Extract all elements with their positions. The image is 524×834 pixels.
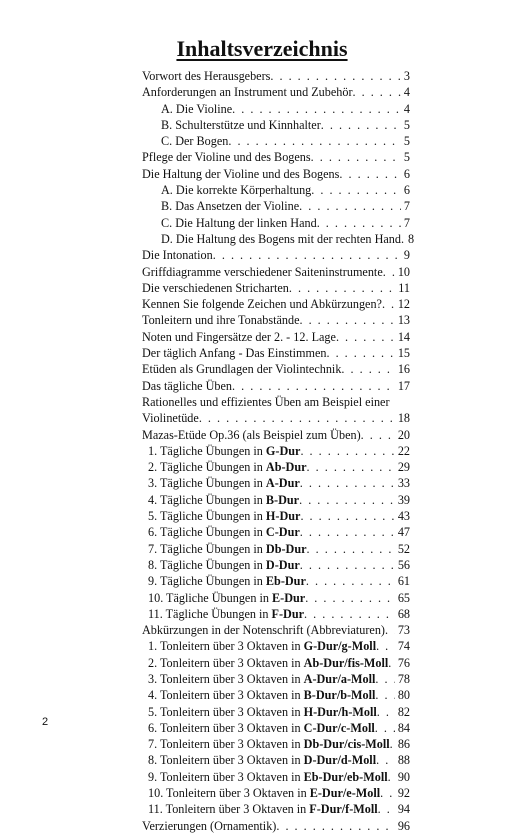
toc-entry xyxy=(142,182,410,198)
toc-entry-title: 10. Tägliche Übungen in E-Dur xyxy=(148,590,306,605)
toc-entry-page: 52 xyxy=(397,541,410,556)
toc-entry-key: Eb-Dur/eb-Moll xyxy=(303,769,388,784)
toc-entry-title: Vorwort des Herausgebers xyxy=(142,69,271,83)
toc-entry-title: Pflege der Violine und des Bogens xyxy=(142,150,311,165)
toc-entry xyxy=(142,557,410,573)
toc-entry xyxy=(142,280,410,296)
toc-entry-key: H-Dur/h-Moll xyxy=(303,704,377,719)
toc-entry-title: Mazas-Etüde Op.36 (als Beispiel zum Üben) xyxy=(142,427,361,442)
toc-entry xyxy=(142,215,410,231)
toc-entry-page: 94 xyxy=(397,802,410,817)
toc-entry-page: 6 xyxy=(403,166,410,181)
toc-entry xyxy=(142,720,410,736)
dot-leader xyxy=(317,215,401,231)
toc-entry-title: 5. Tägliche Übungen in H-Dur xyxy=(148,509,301,524)
dot-leader xyxy=(270,68,401,84)
toc-entry xyxy=(142,443,410,459)
toc-entry-page: 4 xyxy=(403,85,410,100)
toc-entry-title: 11. Tägliche Übungen in F-Dur xyxy=(148,606,305,621)
toc-entry-page: 18 xyxy=(397,411,410,426)
toc-entry-title: Das tägliche Üben xyxy=(142,378,233,393)
toc-entry-page: 3 xyxy=(403,69,410,83)
toc-entry xyxy=(142,590,410,606)
toc-entry xyxy=(142,149,410,165)
toc-entry xyxy=(142,606,410,622)
toc-entry xyxy=(142,736,410,752)
toc-entry-title: Kennen Sie folgende Zeichen und Abkürzungen? xyxy=(142,297,382,312)
toc-entry xyxy=(142,687,410,703)
toc-entry xyxy=(142,541,410,557)
toc-entry-title: Griffdiagramme verschiedener Saiteninstrumente xyxy=(142,264,383,279)
toc-entry xyxy=(142,378,410,394)
toc-entry-title: 4. Tonleitern über 3 Oktaven in B-Dur/b-Moll xyxy=(148,688,376,703)
toc-entry xyxy=(142,68,410,84)
dot-leader xyxy=(300,475,395,491)
dot-leader xyxy=(307,459,395,475)
toc-entry xyxy=(142,117,410,133)
toc-entry-title: 7. Tägliche Übungen in Db-Dur xyxy=(148,541,307,556)
toc-entry-title: 1. Tägliche Übungen in G-Dur xyxy=(148,443,301,458)
dot-leader xyxy=(306,573,395,589)
toc-entry-title: C. Die Haltung der linken Hand xyxy=(161,215,317,230)
dot-leader xyxy=(300,557,395,573)
toc-entry-page: 8 xyxy=(407,231,415,246)
toc-entry-page: 82 xyxy=(397,704,410,719)
toc-entry-key: Eb-Dur xyxy=(265,574,306,589)
dot-leader xyxy=(289,280,395,296)
dot-leader xyxy=(377,704,395,720)
toc-entry-page: 86 xyxy=(397,737,410,752)
dot-leader xyxy=(213,247,401,263)
toc-entry xyxy=(142,264,410,280)
toc-entry-title: 1. Tonleitern über 3 Oktaven in G-Dur/g-Moll xyxy=(148,639,377,654)
toc-entry xyxy=(142,198,410,214)
toc-entry-title: Die verschiedenen Stricharten xyxy=(142,280,289,295)
toc-entry-page: 84 xyxy=(397,720,410,735)
toc-entry xyxy=(142,492,410,508)
dot-leader xyxy=(375,687,394,703)
toc-entry xyxy=(142,801,410,817)
toc-entry-title: Tonleitern und ihre Tonabstände xyxy=(142,313,300,328)
dot-leader xyxy=(326,345,394,361)
toc-entry-page: 13 xyxy=(397,313,410,328)
toc-entry-title: Der täglich Anfang - Das Einstimmen xyxy=(142,346,327,361)
toc-entry-title: Anforderungen an Instrument und Zubehör xyxy=(142,85,353,100)
toc-entry-title: A. Die Violine xyxy=(161,101,233,116)
toc-entry-key: A-Dur xyxy=(265,476,300,491)
toc-entry-key: Db-Dur xyxy=(265,541,307,556)
dot-leader xyxy=(341,361,394,377)
toc-entry-page: 5 xyxy=(403,117,410,132)
toc-entry-page: 7 xyxy=(403,199,410,214)
toc-entry-key: B-Dur xyxy=(265,492,300,507)
toc-entry-title: Abkürzungen in der Notenschrift (Abbreviaturen) xyxy=(142,623,385,638)
dot-leader xyxy=(300,508,394,524)
dot-leader xyxy=(300,443,394,459)
toc-entry xyxy=(142,410,410,426)
toc-entry-key: E-Dur xyxy=(272,590,306,605)
dot-leader xyxy=(321,117,401,133)
toc-entry-page: 90 xyxy=(397,769,410,784)
toc-entry-title: 3. Tonleitern über 3 Oktaven in A-Dur/a-Moll xyxy=(148,671,376,686)
dot-leader xyxy=(376,638,395,654)
toc-entry-page: 20 xyxy=(397,427,410,442)
toc-entry xyxy=(142,655,410,671)
toc-entry-title: B. Das Ansetzen der Violine xyxy=(161,199,300,214)
toc-entry-key: C-Dur/c-Moll xyxy=(303,720,375,735)
toc-entry xyxy=(142,459,410,475)
toc-entry-page: 4 xyxy=(403,101,410,116)
toc-entry-page: 39 xyxy=(397,492,410,507)
toc-entry-key: D-Dur/d-Moll xyxy=(303,753,377,768)
toc-entry-page: 29 xyxy=(397,460,410,475)
toc-entry xyxy=(142,247,410,263)
toc-entry-key: G-Dur/g-Moll xyxy=(303,639,377,654)
toc-entry-title: C. Der Bogen xyxy=(161,134,229,149)
toc-entry-key: D-Dur xyxy=(265,557,300,572)
dot-leader xyxy=(378,801,395,817)
toc-entry xyxy=(142,622,410,638)
toc-entry xyxy=(142,638,410,654)
toc-entry-page: 56 xyxy=(397,557,410,572)
toc-entry-page: 76 xyxy=(397,655,410,670)
toc-entry xyxy=(142,769,410,785)
toc-entry-key: Ab-Dur/fis-Moll xyxy=(303,655,389,670)
dot-leader xyxy=(232,378,395,394)
toc-entry xyxy=(142,704,410,720)
toc-entry-title: 10. Tonleitern über 3 Oktaven in E-Dur/e-Moll xyxy=(148,786,381,801)
toc-entry-title: 7. Tonleitern über 3 Oktaven in Db-Dur/cis-Moll xyxy=(148,737,390,752)
toc-entry-page: 68 xyxy=(397,606,410,621)
toc-entry-title: 9. Tonleitern über 3 Oktaven in Eb-Dur/eb-Moll xyxy=(148,769,388,784)
toc-entry-page: 88 xyxy=(397,753,410,768)
toc-entry-page: 96 xyxy=(397,818,410,833)
toc-entry xyxy=(142,231,415,247)
toc-entry-title: 6. Tonleitern über 3 Oktaven in C-Dur/c-Moll xyxy=(148,720,375,735)
toc-entry xyxy=(142,818,410,834)
toc-entry xyxy=(142,752,410,768)
toc-entry xyxy=(142,671,410,687)
toc-entry-title: 8. Tägliche Übungen in D-Dur xyxy=(148,557,300,572)
toc-entry xyxy=(142,475,410,491)
dot-leader xyxy=(299,492,395,508)
toc-entry-page: 12 xyxy=(397,297,410,312)
page-number: 2 xyxy=(42,716,49,728)
toc-entry-title: Verzierungen (Ornamentik) xyxy=(142,818,277,833)
toc-entry xyxy=(142,296,410,312)
dot-leader xyxy=(353,84,401,100)
toc-entry-title: 9. Tägliche Übungen in Eb-Dur xyxy=(148,574,306,589)
dot-leader xyxy=(336,329,395,345)
toc-entry-key: Ab-Dur xyxy=(265,460,307,475)
toc-entry-title: 2. Tonleitern über 3 Oktaven in Ab-Dur/fis-Moll xyxy=(148,655,389,670)
toc-entry-page: 9 xyxy=(403,248,410,263)
toc-entry xyxy=(142,361,410,377)
toc-entry-title: 2. Tägliche Übungen in Ab-Dur xyxy=(148,460,307,475)
dot-leader xyxy=(300,524,395,540)
dot-leader xyxy=(311,149,401,165)
toc-entry xyxy=(142,427,410,443)
dot-leader xyxy=(299,312,394,328)
toc-entry xyxy=(142,166,410,182)
toc-entry xyxy=(142,312,410,328)
toc-entry-page: 14 xyxy=(397,329,410,344)
toc-entry-page: 43 xyxy=(397,509,410,524)
dot-leader xyxy=(382,296,395,312)
toc-entry-title: A. Die korrekte Körperhaltung xyxy=(161,183,312,198)
dot-leader xyxy=(276,818,394,834)
toc-entry-page: 73 xyxy=(397,623,410,638)
dot-leader xyxy=(385,622,395,638)
table-of-contents xyxy=(142,68,415,834)
toc-entry-key: E-Dur/e-Moll xyxy=(309,786,381,801)
dot-leader xyxy=(375,720,395,736)
dot-leader xyxy=(228,133,401,149)
toc-entry-key: F-Dur/f-Moll xyxy=(309,802,378,817)
dot-leader xyxy=(199,410,395,426)
dot-leader xyxy=(361,427,395,443)
toc-entry xyxy=(142,329,410,345)
dot-leader xyxy=(380,785,395,801)
dot-leader xyxy=(232,101,401,117)
dot-leader xyxy=(388,769,395,785)
toc-entry xyxy=(142,345,410,361)
toc-entry-title: Die Intonation xyxy=(142,248,213,263)
toc-entry-page: 7 xyxy=(403,215,410,230)
toc-entry-key: B-Dur/b-Moll xyxy=(303,688,376,703)
toc-entry-title: Violinetüde xyxy=(142,411,199,426)
dot-leader xyxy=(383,264,395,280)
toc-entry-title: 8. Tonleitern über 3 Oktaven in D-Dur/d-Moll xyxy=(148,753,377,768)
toc-entry-page: 17 xyxy=(397,378,410,393)
toc-entry-page: 11 xyxy=(398,280,410,295)
toc-entry xyxy=(142,524,410,540)
toc-entry xyxy=(142,394,410,410)
toc-entry-page: 92 xyxy=(397,786,410,801)
toc-entry-key: F-Dur xyxy=(271,606,305,621)
toc-entry-page: 6 xyxy=(403,183,410,198)
toc-entry-title: Noten und Fingersätze der 2. - 12. Lage xyxy=(142,329,336,344)
toc-entry-key: G-Dur xyxy=(265,443,301,458)
page-title: Inhaltsverzeichnis xyxy=(176,36,348,61)
dot-leader xyxy=(305,590,395,606)
dot-leader xyxy=(304,606,395,622)
dot-leader xyxy=(307,541,395,557)
toc-entry-page: 15 xyxy=(397,346,410,361)
toc-entry-title: Etüden als Grundlagen der Violintechnik xyxy=(142,362,342,377)
toc-entry-key: Db-Dur/cis-Moll xyxy=(303,737,390,752)
toc-entry-page: 16 xyxy=(397,362,410,377)
toc-entry-page: 74 xyxy=(397,639,410,654)
toc-entry xyxy=(142,508,410,524)
toc-entry-page: 65 xyxy=(397,590,410,605)
toc-entry-key: H-Dur xyxy=(265,509,301,524)
toc-entry-page: 47 xyxy=(397,525,410,540)
toc-entry-title: 11. Tonleitern über 3 Oktaven in F-Dur/f-Moll xyxy=(148,802,378,817)
toc-entry xyxy=(142,84,410,100)
toc-entry-title: 5. Tonleitern über 3 Oktaven in H-Dur/h-Moll xyxy=(148,704,377,719)
dot-leader xyxy=(375,671,394,687)
toc-entry-page: 22 xyxy=(397,443,410,458)
dot-leader xyxy=(376,752,395,768)
toc-entry-key: C-Dur xyxy=(265,525,300,540)
dot-leader xyxy=(339,166,401,182)
toc-entry-title: D. Die Haltung des Bogens mit der rechten Hand xyxy=(161,231,401,246)
toc-entry xyxy=(142,133,410,149)
toc-entry-title: 6. Tägliche Übungen in C-Dur xyxy=(148,525,300,540)
dot-leader xyxy=(299,198,401,214)
toc-entry xyxy=(142,573,410,589)
toc-entry-title: 3. Tägliche Übungen in A-Dur xyxy=(148,476,300,491)
toc-entry-page: 10 xyxy=(397,264,410,279)
toc-entry-key: A-Dur/a-Moll xyxy=(303,671,376,686)
toc-entry-page: 61 xyxy=(397,574,410,589)
toc-entry-title: 4. Tägliche Übungen in B-Dur xyxy=(148,492,300,507)
toc-entry xyxy=(142,101,410,117)
toc-entry-title: B. Schulterstütze und Kinnhalter xyxy=(161,117,321,132)
toc-entry-title: Rationelles und effizientes Üben am Beispiel einer xyxy=(142,394,390,409)
toc-entry-page: 80 xyxy=(397,688,410,703)
dot-leader xyxy=(311,182,401,198)
toc-entry-page: 5 xyxy=(403,150,410,165)
toc-entry-title: Die Haltung der Violine und des Bogens xyxy=(142,166,340,181)
toc-entry xyxy=(142,785,410,801)
toc-entry-page: 78 xyxy=(397,671,410,686)
toc-entry-page: 33 xyxy=(397,476,410,491)
toc-entry-page: 5 xyxy=(403,134,410,149)
